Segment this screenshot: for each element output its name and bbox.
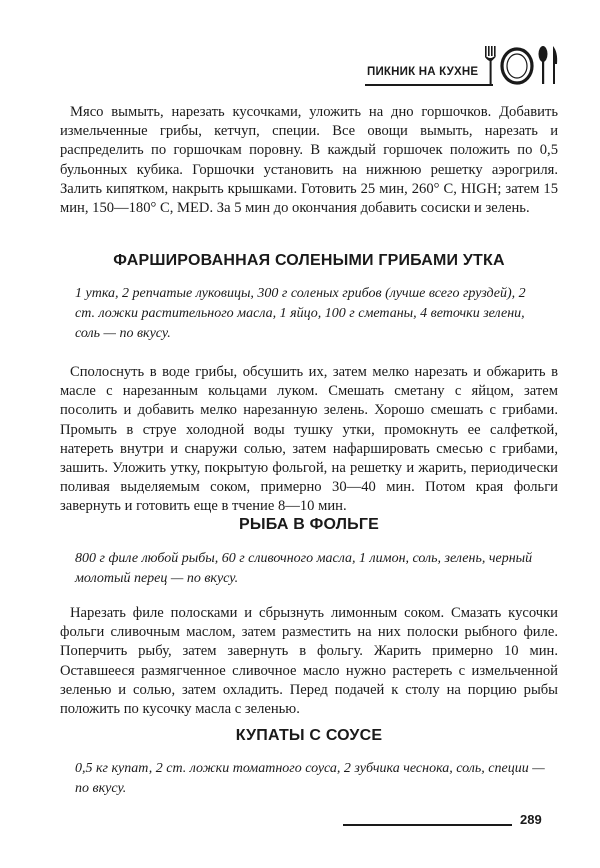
running-header [355,44,560,84]
recipe-title-fish: РЫБА В ФОЛЬГЕ [239,516,379,533]
page-number: 289 [520,812,542,827]
intro-paragraph: Мясо вымыть, нарезать кусочками, уложить на дно горшочков. Добавить измельченные грибы, кетчуп, специи. Все овощи вымыть, нарезать и распределить по горшочкам поровну. В каждый горшочек положить по 0,5 бульонных кубика. Горшочки установить на нижнюю решетку аэрогриля. Залить кипятком, накрыть крышками. Готовить 25 мин, 260° С, HIGH; затем 15 мин, 150—180° С, MED. За 5 мин до окончания добавить сосиски и зелень. [60,104,558,217]
cutlery-plate-icon [483,44,561,86]
running-header-title: ПИКНИК НА КУХНЕ [367,66,479,78]
recipe-title-kupaty: КУПАТЫ С СОУСЕ [235,727,383,744]
plate-icon [502,49,532,83]
recipe-method-fish: Нарезать филе полосками и сбрызнуть лимонным соком. Смазать кусочки фольги сливочным маслом, затем разместить на них полоски рыбного филе. Поперчить рыбу, затем завернуть в фольгу. Жарить примерно 10 мин. Оставшееся размягченное сливочное масло нужно растереть с измельченной зеленью и солью, затем охладить. Перед подачей к столу на порцию рыбы положить по кусочку масла с зеленью. [60,605,558,718]
recipe-ingredients-fish: 800 г филе любой рыбы, 60 г сливочного масла, 1 лимон, соль, зелень, черный молотый перец — по вкусу. [75,551,533,586]
recipe-ingredients-duck: 1 утка, 2 репчатые луковицы, 300 г соленых грибов (лучше всего груздей), 2 ст. ложки растительного масла, 1 яйцо, 100 г сметаны, 4 веточки зелени, соль — по вкусу. [75,286,526,341]
footer-rule [343,824,512,826]
recipe-method-duck: Сполоснуть в воде грибы, обсушить их, затем мелко нарезать и обжарить в масле с нарезанным кольцами луком. Смешать сметану с яйцом, затем посолить и добавить мелко нарезанную зелень. Хорошо смешать с грибами. Промыть в струе холодной воды тушку утки, промокнуть ее салфеткой, натереть внутри и снаружи солью, затем нафаршировать смесью с грибами, зашить. Уложить утку, покрытую фольгой, на решетку и жарить, периодически поливая выделяемым соком, примерно 30—40 мин. Потом края фольги завернуть и готовить еще в тчение 8—10 мин. [60,364,558,515]
fork-icon [485,46,496,84]
recipe-ingredients-kupaty: 0,5 кг купат, 2 ст. ложки томатного соуса, 2 зубчика чеснока, соль, специи — по вкусу. [75,761,545,796]
knife-icon [553,46,557,84]
recipe-title-duck: ФАРШИРОВАННАЯ СОЛЕНЫМИ ГРИБАМИ УТКА [113,252,505,269]
spoon-icon [539,46,548,84]
header-rule [365,84,493,86]
